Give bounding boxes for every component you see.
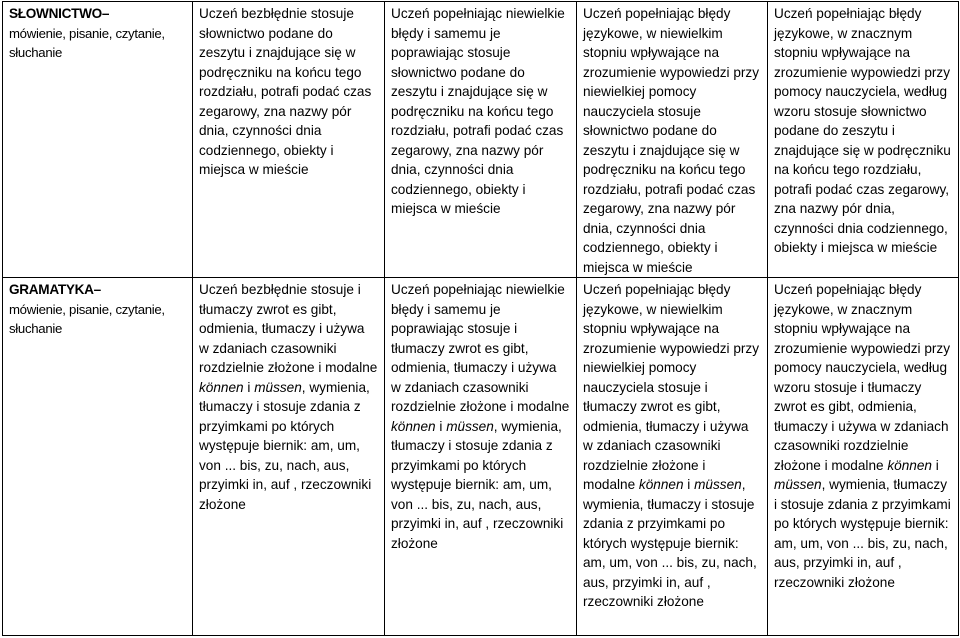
verb-konnen: können [391, 418, 436, 434]
category-heading [9, 4, 186, 24]
criteria-text [391, 280, 570, 553]
criteria-cell [768, 2, 959, 278]
criteria-text: Uczeń popełniając błędy językowe, w niewielkim stopniu wpływające na zrozumienie wypowiedzi przy niewielkiej pomocy nauczyciela stosuje słownictwo podane do zeszytu i znajdujące się w podręczniku na końcu tego rozdziału, potrafi podać czas zegarowy, zna nazwy pór dnia, czynności dnia codziennego, obiekty i miejsca w mieście [583, 6, 760, 275]
criteria-cell [385, 2, 577, 278]
criteria-text-part: Uczeń popełniając błędy językowe, w znacznym stopniu wpływające na zrozumienie wypowiedzi przy pomocy nauczyciela, według wzoru stosuje i tłumaczy zwrot es gibt, odmienia, tłumaczy i używa w zdaniach czasowniki rozdzielnie złożone i modalne [774, 282, 951, 473]
verb-mussen: müssen [254, 379, 302, 395]
criteria-text-part: Uczeń popełniając niewielkie błędy i samemu je poprawiając stosuje i tłumaczy zwrot es gibt, odmienia, tłumaczy i używa w zdaniach czasowniki rozdzielnie złożone i modalne [391, 282, 570, 414]
criteria-text-part: i [683, 477, 695, 492]
table-row-grammar [3, 278, 959, 636]
criteria-text: Uczeń popełniając błędy językowe, w znacznym stopniu wpływające na zrozumienie wypowiedzi przy pomocy nauczyciela, według wzoru stosuje słownictwo podane do zeszytu i znajdujące się w podręczniku na końcu tego rozdziału, potrafi podać czas zegarowy, zna nazwy pór dnia, czynności dnia codziennego, obiekty i miejsca w mieście [774, 6, 951, 255]
category-cell-grammar [3, 278, 193, 636]
criteria-text [583, 280, 761, 612]
criteria-text-part: Uczeń popełniając błędy językowe, w niewielkim stopniu wpływające na zrozumienie wypowiedzi przy niewielkiej pomocy nauczyciela stosuje i tłumaczy zwrot es gibt, odmienia, tłumaczy i używa w zdaniach czasowniki rozdzielnie złożone i modalne [583, 282, 760, 492]
verb-mussen: müssen [446, 418, 494, 434]
category-cell-vocabulary [3, 2, 193, 278]
criteria-text [199, 280, 378, 514]
criteria-cell [577, 278, 768, 636]
criteria-text-part: , wymienia, tłumaczy i stosuje zdania z przyimkami po których występuje biernik: am, um, von ... bis, zu, nach, aus, przyimki in, auf , rzeczowniki złożone [583, 477, 757, 609]
criteria-cell [385, 278, 577, 636]
criteria-text-part: i [435, 418, 447, 434]
category-dash: – [101, 6, 110, 21]
verb-konnen: können [887, 457, 932, 473]
criteria-cell [577, 2, 768, 278]
grading-criteria-table [2, 1, 959, 636]
category-subtitle: mówienie, pisanie, czytanie, słuchanie [9, 301, 165, 336]
criteria-text-part: Uczeń bezbłędnie stosuje i tłumaczy zwrot es gibt, odmienia, tłumaczy i używa w zdaniach czasowniki rozdzielnie złożone i modalne [199, 282, 378, 375]
criteria-text-part: , wymienia, tłumaczy i stosuje zdania z przyimkami po których występuje biernik: am, um, von ... bis, zu, nach, aus, przyimki in, auf , rzeczowniki złożone [391, 418, 564, 551]
criteria-cell [193, 278, 385, 636]
criteria-text-part: , wymienia, tłumaczy i stosuje zdania z przyimkami po których występuje biernik: am, um, von ... bis, zu, nach, aus, przyimki in, auf , rzeczowniki złożone [774, 477, 951, 590]
category-subtitle: mówienie, pisanie, czytanie, słuchanie [9, 25, 165, 60]
criteria-text: Uczeń bezbłędnie stosuje słownictwo podane do zeszytu i znajdujące się w podręczniku na końcu tego rozdziału, potrafi podać czas zegarowy, zna nazwy pór dnia, czynności dnia codziennego, obiekty i miejsca w mieście [199, 6, 372, 177]
table-row-vocabulary [3, 2, 959, 278]
criteria-text: Uczeń popełniając niewielkie błędy i samemu je poprawiając stosuje słownictwo podane do zeszytu i znajdujące się w podręczniku na końcu tego rozdziału, potrafi podać czas zegarowy, zna nazwy pór dnia, czynności dnia codziennego, obiekty i miejsca w mieście [391, 6, 565, 216]
criteria-cell [193, 2, 385, 278]
verb-mussen: müssen [694, 477, 742, 492]
verb-mussen: müssen [774, 477, 822, 492]
criteria-text-part: i [931, 457, 939, 473]
criteria-text-part: i [243, 379, 255, 395]
verb-konnen: können [199, 379, 244, 395]
category-dash: – [93, 282, 101, 297]
category-title: SŁOWNICTWO [9, 6, 102, 21]
verb-konnen: können [638, 477, 684, 492]
criteria-text [774, 280, 952, 592]
category-heading [9, 280, 186, 300]
category-title: GRAMATYKA [9, 282, 94, 297]
criteria-cell [768, 278, 959, 636]
criteria-text-part: , wymienia, tłumaczy i stosuje zdania z przyimkami po których występuje biernik: am, um, von ... bis, zu, nach, aus, przyimki in, auf , rzeczowniki złożone [199, 379, 372, 512]
